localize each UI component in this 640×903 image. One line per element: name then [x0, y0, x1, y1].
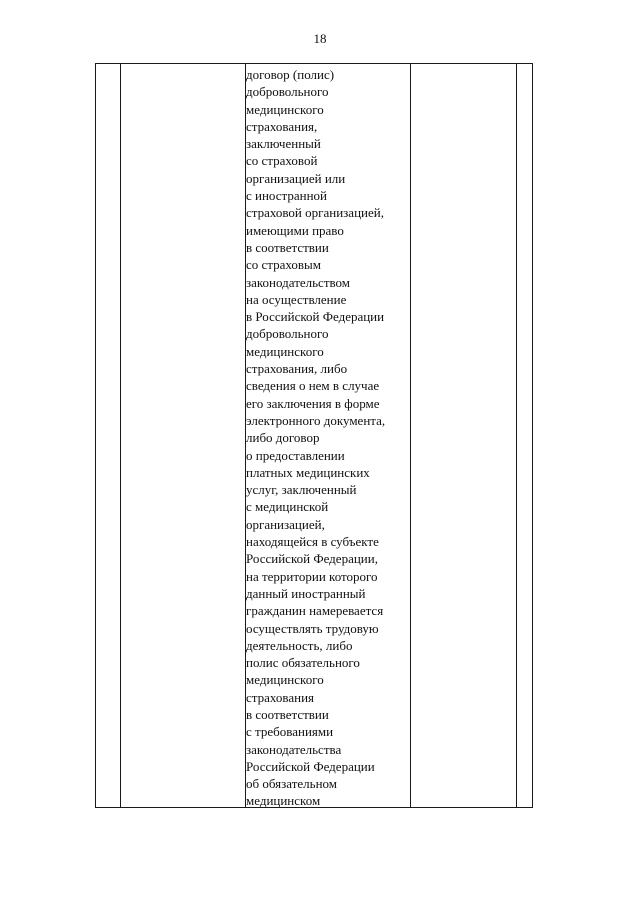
cell-text-line: страховой организацией,: [246, 205, 384, 221]
page-number: 18: [313, 31, 327, 46]
cell-text-line: данный иностранный: [246, 585, 366, 601]
cell-text-line: Российской Федерации,: [246, 551, 378, 567]
cell-text-line: в соответствии: [246, 239, 329, 255]
cell-text-line: сведения о нем в случае: [246, 378, 380, 394]
cell-text-line: с медицинской: [246, 499, 329, 515]
table-column-divider: [120, 64, 121, 807]
cell-text-line: с требованиями: [246, 724, 334, 740]
cell-text-line: либо договор: [246, 430, 320, 446]
cell-text-line: деятельность, либо: [246, 637, 353, 653]
cell-text-line: добровольного: [246, 326, 329, 342]
cell-text-line: о предоставлении: [246, 447, 345, 463]
cell-text-line: организацией,: [246, 516, 325, 532]
cell-text-line: платных медицинских: [246, 464, 370, 480]
cell-text-line: гражданин намеревается: [246, 603, 384, 619]
table-column-divider: [516, 64, 517, 807]
cell-text-line: страхования: [246, 689, 315, 705]
cell-text-line: находящейся в субъекте: [246, 534, 379, 550]
cell-text-line: медицинского: [246, 101, 324, 117]
cell-text-line: медицинского: [246, 672, 324, 688]
cell-text-line: в соответствии: [246, 706, 329, 722]
cell-text-line: его заключения в форме: [246, 395, 380, 411]
cell-text-line: на территории которого: [246, 568, 378, 584]
cell-text-line: имеющими право: [246, 222, 344, 238]
cell-text-line: страхования, либо: [246, 361, 348, 377]
cell-text-line: медицинского: [246, 343, 324, 359]
cell-text-line: услуг, заключенный: [246, 482, 357, 498]
cell-text-line: добровольного: [246, 84, 329, 100]
cell-text-line: законодательства: [246, 741, 342, 757]
cell-text-line: осуществлять трудовую: [246, 620, 379, 636]
table-cell-document-requirement: [245, 66, 416, 810]
cell-text-line: организацией или: [246, 170, 346, 186]
cell-text-line: об обязательном: [246, 776, 338, 792]
document-table: [95, 63, 533, 808]
cell-text-line: договор (полис): [246, 67, 335, 82]
cell-text-line: заключенный: [246, 136, 321, 152]
cell-text-line: страхования,: [246, 118, 318, 134]
cell-text-line: полис обязательного: [246, 655, 360, 671]
cell-text-line: в Российской Федерации: [246, 309, 385, 325]
cell-text-line: с иностранной: [246, 188, 328, 204]
cell-text-line: Российской Федерации: [246, 758, 375, 774]
cell-text-line: со страховой: [246, 153, 318, 169]
cell-text-line: электронного документа,: [246, 412, 386, 428]
cell-text-line: на осуществление: [246, 291, 347, 307]
cell-text-line: законодательством: [246, 274, 351, 290]
cell-text-line: медицинском: [246, 793, 321, 809]
cell-text-line: со страховым: [246, 257, 322, 273]
